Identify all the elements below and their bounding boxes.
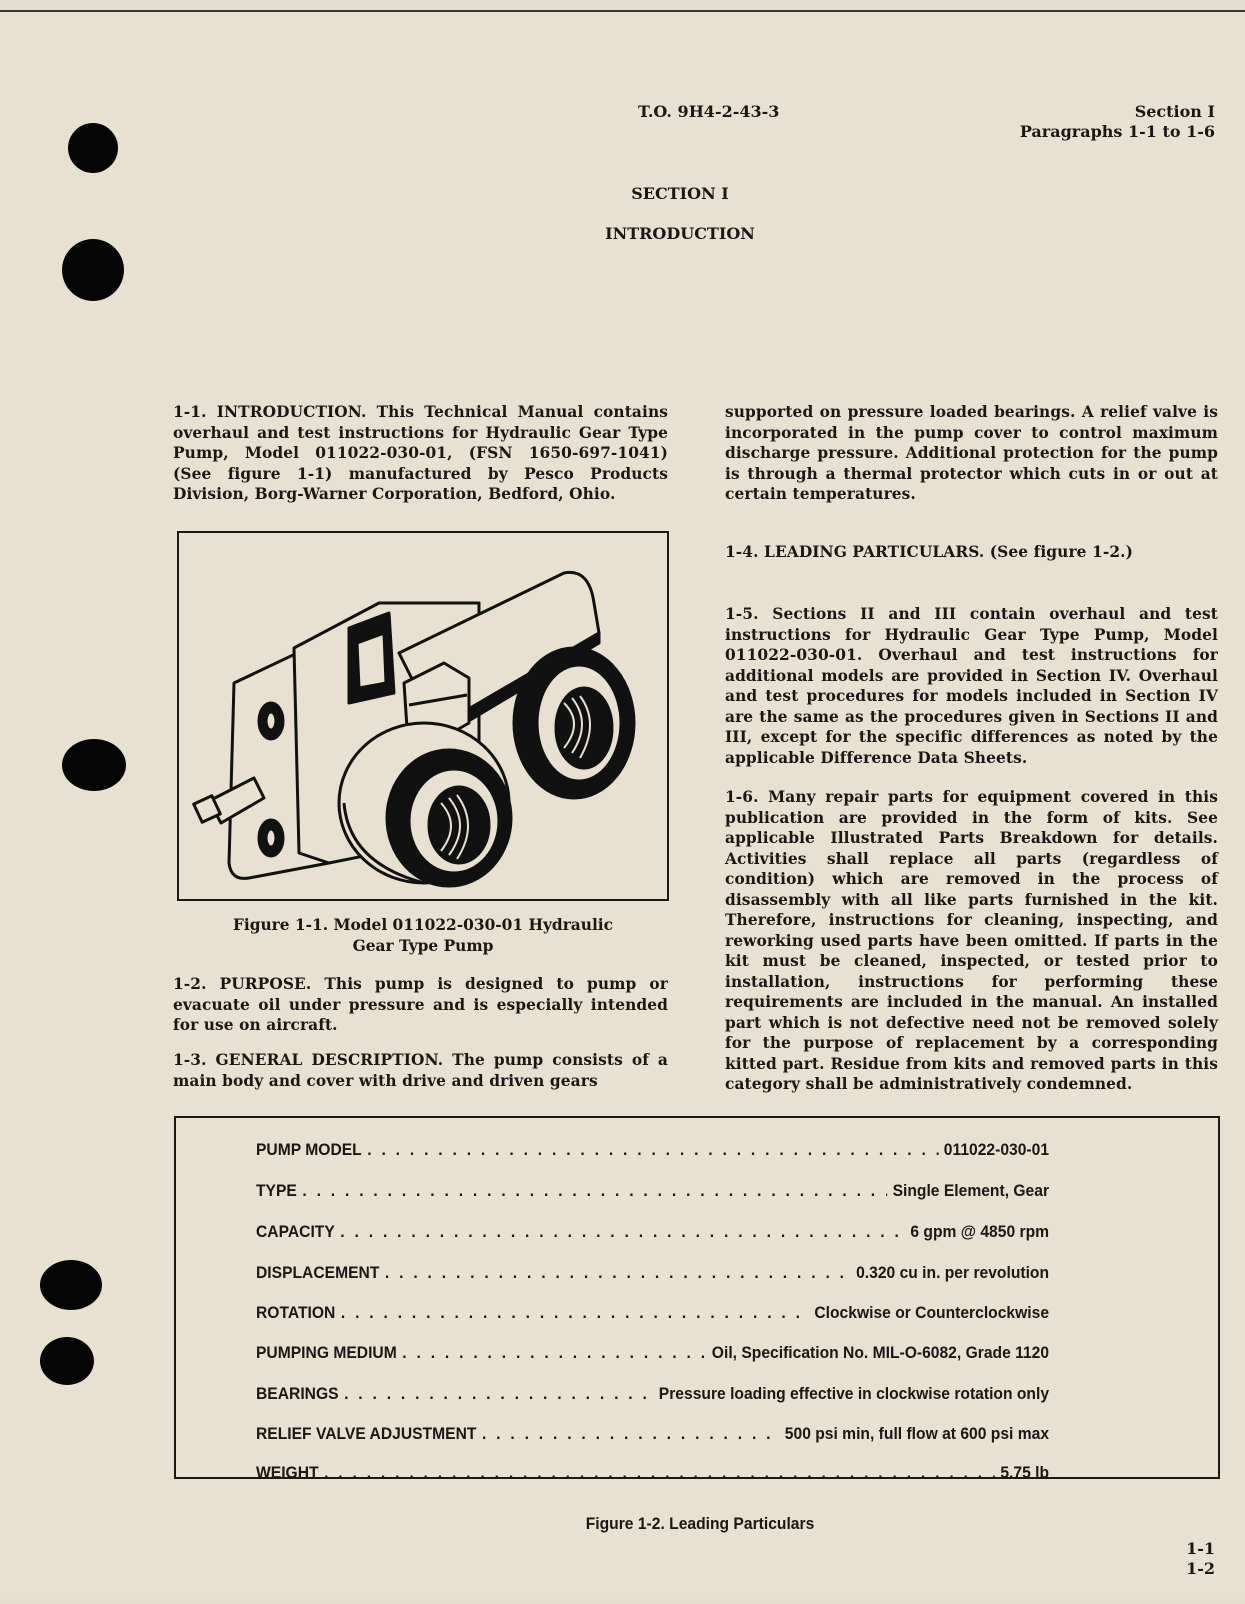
paragraph-range: Paragraphs 1-1 to 1-6 (1019, 122, 1215, 141)
paragraph-1-6 (725, 787, 1218, 1095)
particulars-row (256, 1181, 1049, 1205)
page-number-1: 1-1 (1186, 1539, 1215, 1558)
figure-1-1-caption (177, 915, 669, 956)
caption-line: Gear Type Pump (352, 936, 494, 955)
particular-label: PUMP MODEL (256, 1140, 362, 1159)
dot-leader (324, 1463, 995, 1483)
figure-1-1-frame (177, 531, 669, 901)
section-reference (1020, 102, 1215, 142)
section-label: Section I (1134, 102, 1215, 121)
dot-leader (385, 1263, 851, 1283)
paragraph-text: 1-1. INTRODUCTION. This Technical Manual contains overhaul and test instructions for Hydraulic Gear Type Pump, Model 011022-030-01, (FSN 1650-697-1041) (See figure 1-1) manufactured by Pesco Products Division, Borg-Warner Corporation, Bedford, Ohio. (173, 403, 668, 503)
particular-value: 6 gpm @ 4850 rpm (910, 1222, 1050, 1241)
particular-label: DISPLACEMENT (256, 1263, 380, 1282)
particulars-row (256, 1424, 1049, 1448)
dot-leader (340, 1222, 905, 1242)
particular-label: PUMPING MEDIUM (256, 1343, 397, 1362)
paragraph-text: 1-4. LEADING PARTICULARS. (See figure 1-2.) (725, 543, 1133, 561)
caption-line: Figure 1-1. Model 011022-030-01 Hydraulic (232, 916, 614, 934)
dot-leader (402, 1343, 706, 1363)
dot-leader (341, 1303, 809, 1323)
particular-label: TYPE (256, 1181, 297, 1200)
particular-value: Oil, Specification No. MIL-O-6082, Grade 1120 (711, 1343, 1050, 1362)
paragraph-1-4 (725, 542, 1218, 563)
binder-hole-5 (40, 1337, 94, 1385)
page-heading: INTRODUCTION (605, 224, 755, 243)
binder-hole-1 (68, 123, 118, 173)
particulars-row (256, 1263, 1049, 1287)
paragraph-text: supported on pressure loaded bearings. A relief valve is incorporated in the pump cover to control maximum discharge pressure. Additional protection for the pump is through a thermal protector which cuts in or out at certain temperatures. (725, 403, 1218, 503)
section-title: SECTION I (631, 184, 729, 203)
particular-label: ROTATION (256, 1303, 336, 1322)
hydraulic-pump-illustration (179, 533, 667, 899)
paragraph-1-2 (173, 974, 668, 1036)
paragraph-1-5 (725, 604, 1218, 768)
particular-label: WEIGHT (256, 1463, 319, 1482)
particulars-row (256, 1222, 1049, 1246)
particulars-row (256, 1463, 1049, 1487)
particulars-row (256, 1343, 1049, 1367)
paragraph-1-3-continued (725, 402, 1218, 505)
particular-value: 5.75 lb (1000, 1463, 1050, 1482)
particular-value: Pressure loading effective in clockwise rotation only (658, 1384, 1050, 1403)
particular-value: Clockwise or Counterclockwise (814, 1303, 1050, 1322)
page-number-2: 1-2 (1186, 1559, 1215, 1578)
particular-value: 500 psi min, full flow at 600 psi max (784, 1424, 1050, 1443)
paragraph-1-3 (173, 1050, 668, 1091)
binder-hole-2 (62, 239, 124, 301)
paragraph-text: 1-3. GENERAL DESCRIPTION. The pump consists of a main body and cover with drive and driven gears (173, 1051, 668, 1090)
paragraph-text: 1-5. Sections II and III contain overhaul and test instructions for Hydraulic Gear Type Pump, Model 011022-030-01. Overhaul and test instructions for additional models are provided in Section IV. Overhaul and test procedures for models included in Section IV are the same as the procedures given in Sections II and III, except for the specific differences as noted by the applicable Difference Data Sheets. (725, 605, 1218, 767)
dot-leader (302, 1181, 887, 1201)
figure-1-2-caption: Figure 1-2. Leading Particulars (585, 1514, 815, 1533)
dot-leader (367, 1140, 938, 1160)
paragraph-text: 1-6. Many repair parts for equipment covered in this publication are provided in the form of kits. See applicable Illustrated Parts Breakdown for details. Activities shall replace all parts (regardless of condition) which are removed in the process of disassembly with all like parts furnished in the kit. Therefore, instructions for cleaning, inspecting, and reworking used parts have been omitted. If parts in the kit must be cleaned, inspected, or tested prior to installation, instructions for performing these requirements are included in the manual. An installed part which is not defective need not be removed solely for the purpose of replacement by a corresponding kitted part. Residue from kits and removed parts in this category shall be administratively condemned. (725, 788, 1218, 1093)
particular-value: 0.320 cu in. per revolution (856, 1263, 1050, 1282)
binder-hole-3 (62, 739, 126, 791)
leading-particulars-table (174, 1116, 1220, 1482)
particular-label: RELIEF VALVE ADJUSTMENT (256, 1424, 477, 1443)
particular-value: Single Element, Gear (892, 1181, 1050, 1200)
paragraph-1-1 (173, 402, 668, 505)
technical-order-number: T.O. 9H4-2-43-3 (638, 102, 780, 121)
particulars-row (256, 1384, 1049, 1408)
particular-value: 011022-030-01 (943, 1140, 1050, 1159)
binder-hole-4 (40, 1260, 102, 1310)
paragraph-text: 1-2. PURPOSE. This pump is designed to pump or evacuate oil under pressure and is especially intended for use on aircraft. (173, 975, 668, 1034)
document-page (0, 10, 1245, 1598)
particular-label: BEARINGS (256, 1384, 339, 1403)
dot-leader (344, 1384, 653, 1404)
particulars-row (256, 1140, 1049, 1164)
particulars-row (256, 1303, 1049, 1327)
particular-label: CAPACITY (256, 1222, 335, 1241)
dot-leader (482, 1424, 779, 1444)
